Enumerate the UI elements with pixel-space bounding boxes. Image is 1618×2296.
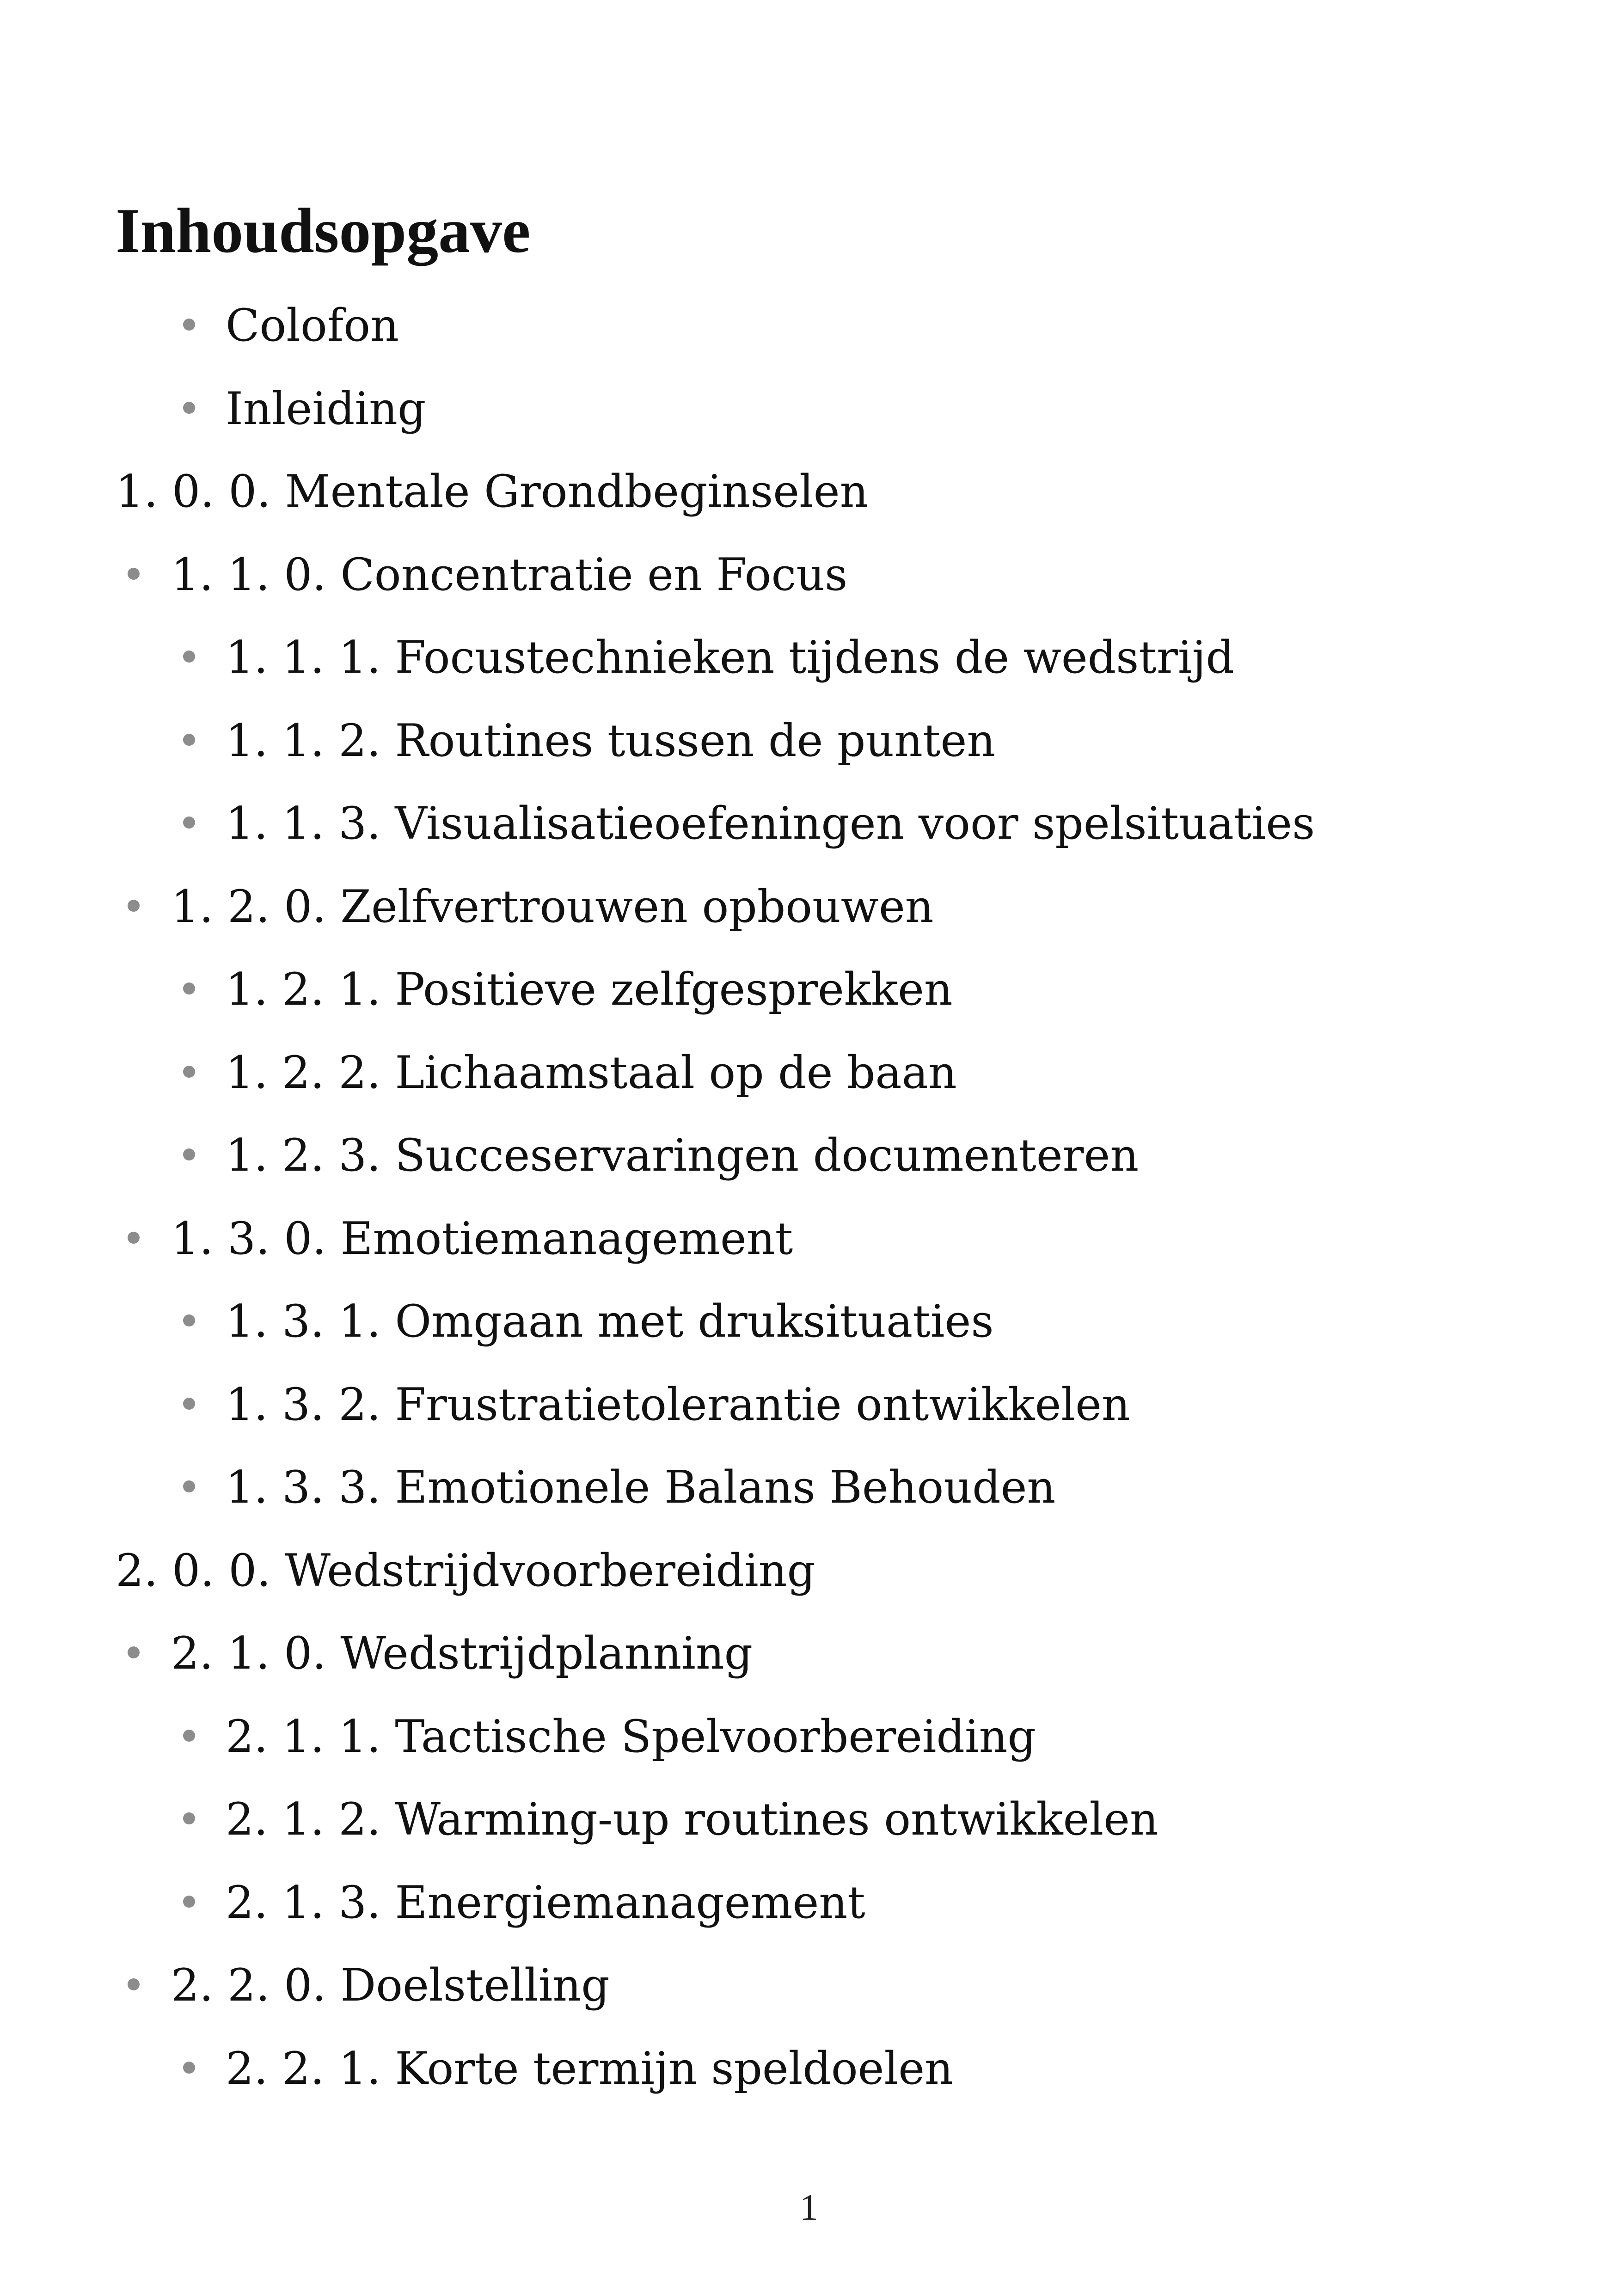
bullet-icon (183, 982, 195, 995)
toc-entry-label[interactable]: 2. 2. 0. Doelstelling (171, 1959, 610, 2011)
toc-entry-label[interactable]: 2. 1. 1. Tactische Spelvoorbereiding (226, 1710, 1036, 1762)
bullet-icon (183, 1896, 195, 1908)
toc-entry-label[interactable]: 1. 3. 3. Emotionele Balans Behouden (226, 1461, 1056, 1513)
toc-entry[interactable] (0, 1876, 1618, 1964)
bullet-icon (128, 1978, 140, 1990)
bullet-icon (183, 319, 195, 331)
toc-entry-label[interactable]: 2. 1. 0. Wedstrijdplanning (171, 1627, 753, 1679)
bullet-icon (183, 816, 195, 829)
toc-entry[interactable] (0, 880, 1618, 968)
bullet-icon (183, 1480, 195, 1492)
toc-entry-label[interactable]: 1. 1. 3. Visualisatieoefeningen voor spelsituaties (226, 798, 1315, 849)
bullet-icon (128, 1646, 140, 1658)
bullet-icon (183, 651, 195, 663)
toc-entry[interactable] (0, 798, 1618, 884)
bullet-icon (183, 1730, 195, 1742)
toc-entry-label[interactable]: 1. 1. 1. Focustechnieken tijdens de wedstrijd (226, 632, 1234, 683)
toc-entry-label[interactable]: Inleiding (226, 382, 426, 435)
toc-entry-label[interactable]: 2. 0. 0. Wedstrijdvoorbereiding (116, 1544, 815, 1596)
toc-entry[interactable] (0, 1461, 1618, 1548)
table-of-contents (0, 300, 1618, 2129)
bullet-icon (183, 2062, 195, 2074)
bullet-icon (183, 1148, 195, 1160)
bullet-icon (128, 900, 140, 912)
toc-entry[interactable] (0, 548, 1618, 636)
bullet-icon (183, 1066, 195, 1078)
bullet-icon (183, 1812, 195, 1824)
toc-entry-label[interactable]: 1. 2. 3. Succeservaringen documenteren (226, 1130, 1139, 1181)
toc-entry[interactable] (0, 964, 1618, 1050)
toc-entry[interactable] (0, 2042, 1618, 2130)
bullet-icon (183, 1398, 195, 1410)
toc-entry[interactable] (0, 382, 1618, 470)
bullet-icon (183, 402, 195, 414)
toc-entry[interactable] (0, 1130, 1618, 1216)
bullet-icon (183, 1314, 195, 1326)
bullet-icon (128, 568, 140, 580)
toc-entry[interactable] (0, 1793, 1618, 1880)
toc-entry[interactable] (0, 1959, 1618, 2046)
toc-entry-label[interactable]: 1. 3. 0. Emotiemanagement (171, 1212, 793, 1265)
toc-entry-label[interactable]: 1. 1. 0. Concentratie en Focus (171, 548, 848, 601)
toc-entry[interactable] (0, 466, 1618, 553)
toc-entry-label[interactable]: 1. 0. 0. Mentale Grondbeginselen (116, 466, 869, 517)
bullet-icon (128, 1232, 140, 1244)
toc-entry[interactable] (0, 714, 1618, 802)
page-title: Inhoudsopgave (116, 195, 531, 266)
toc-entry[interactable] (0, 1627, 1618, 1714)
toc-entry-label[interactable]: 2. 2. 1. Korte termijn speldoelen (226, 2042, 953, 2094)
toc-entry-label[interactable]: 1. 2. 1. Positieve zelfgesprekken (226, 964, 953, 1015)
toc-entry-label[interactable]: 1. 2. 0. Zelfvertrouwen opbouwen (171, 880, 934, 933)
toc-entry-label[interactable]: 1. 2. 2. Lichaamstaal op de baan (226, 1046, 957, 1099)
bullet-icon (183, 734, 195, 746)
toc-entry-label[interactable]: 1. 1. 2. Routines tussen de punten (226, 714, 996, 767)
toc-entry[interactable] (0, 1544, 1618, 1632)
toc-entry[interactable] (0, 1710, 1618, 1798)
toc-entry[interactable] (0, 1378, 1618, 1466)
toc-entry[interactable] (0, 300, 1618, 387)
toc-entry-label[interactable]: 2. 1. 2. Warming-up routines ontwikkelen (226, 1793, 1158, 1845)
toc-entry-label[interactable]: 1. 3. 1. Omgaan met druksituaties (226, 1295, 994, 1347)
toc-entry[interactable] (0, 1295, 1618, 1382)
toc-entry[interactable] (0, 632, 1618, 718)
toc-entry-label[interactable]: 1. 3. 2. Frustratietolerantie ontwikkelen (226, 1378, 1130, 1430)
toc-entry[interactable] (0, 1212, 1618, 1300)
toc-entry-label[interactable]: 2. 1. 3. Energiemanagement (226, 1876, 865, 1928)
toc-entry-label[interactable]: Colofon (226, 300, 399, 351)
page-number: 1 (800, 2187, 818, 2228)
toc-entry[interactable] (0, 1046, 1618, 1134)
